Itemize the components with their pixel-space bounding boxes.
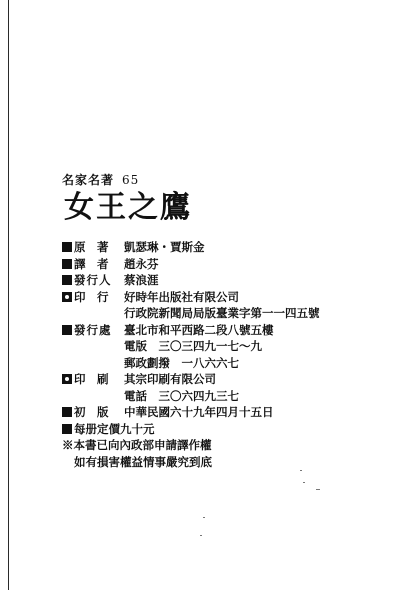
colophon-block <box>62 239 392 470</box>
entry-label: 譯 者 <box>74 256 109 271</box>
bullet-square-icon <box>62 325 72 335</box>
bullet-square-icon <box>62 424 72 434</box>
entry-license <box>62 305 392 322</box>
entry-publisher-person <box>62 272 392 289</box>
entry-label: 發行人 <box>74 273 112 287</box>
scan-speck <box>303 482 305 483</box>
bullet-square-icon <box>62 242 72 252</box>
bullet-square-icon <box>62 275 72 285</box>
entry-phone-line <box>62 338 392 355</box>
entry-value: 凱瑟琳・賈斯金 <box>124 240 205 254</box>
entry-value: 好時年出版社有限公司 <box>124 289 239 304</box>
entry-original-author <box>62 239 392 256</box>
entry-value: 其宗印刷有限公司 <box>124 372 216 386</box>
entry-label: 發行處 <box>74 322 112 337</box>
book-title: 女王之鷹 <box>64 190 192 225</box>
entry-value: 蔡浪涯 <box>124 273 159 287</box>
price-text: 每册定價九十元 <box>74 421 155 436</box>
entry-value: 臺北市和平西路二段八號五樓 <box>124 322 274 337</box>
entry-value: 郵政劃撥 一八六六七 <box>124 355 239 370</box>
entry-value: 中華民國六十九年四月十五日 <box>124 405 274 419</box>
entry-printer-phone <box>62 388 392 405</box>
bullet-square-icon <box>62 407 72 417</box>
copyright-notice-text: 如有損害權益情事嚴究到底 <box>74 454 212 469</box>
entry-distribution-office <box>62 322 392 339</box>
entry-value: 電話 三〇六四九三七 <box>124 388 239 403</box>
entry-postal-account <box>62 355 392 372</box>
copyright-notice-text: ※本書已向內政部申請譯作權 <box>62 438 212 452</box>
entry-translator <box>62 256 392 273</box>
copyright-notice-line-1 <box>62 437 392 454</box>
entry-label: 初 版 <box>74 405 109 419</box>
bullet-square-dot-icon <box>62 292 72 302</box>
scan-speck <box>200 535 202 536</box>
series-line <box>62 171 139 188</box>
scan-speck <box>300 470 302 471</box>
entry-first-edition <box>62 404 392 421</box>
page-edge-line <box>8 0 9 590</box>
bullet-square-icon <box>62 259 72 269</box>
copyright-notice-line-2 <box>62 454 392 471</box>
bullet-square-dot-icon <box>62 374 72 384</box>
entry-label: 印 行 <box>74 289 109 304</box>
price-line <box>62 421 392 438</box>
entry-printer <box>62 371 392 388</box>
entry-publishing-house <box>62 289 392 306</box>
scan-speck <box>316 489 320 490</box>
entry-value: 趙永芬 <box>124 256 159 271</box>
entry-label: 原 著 <box>74 240 109 254</box>
scan-speck <box>203 517 205 518</box>
series-name: 名家名著 <box>62 173 115 187</box>
entry-value: 行政院新聞局局版臺業字第一一四五號 <box>124 306 320 320</box>
entry-label: 印 刷 <box>74 372 109 386</box>
series-number: 65 <box>122 173 140 187</box>
entry-value: 電版 三〇三四九一七～九 <box>124 339 262 353</box>
